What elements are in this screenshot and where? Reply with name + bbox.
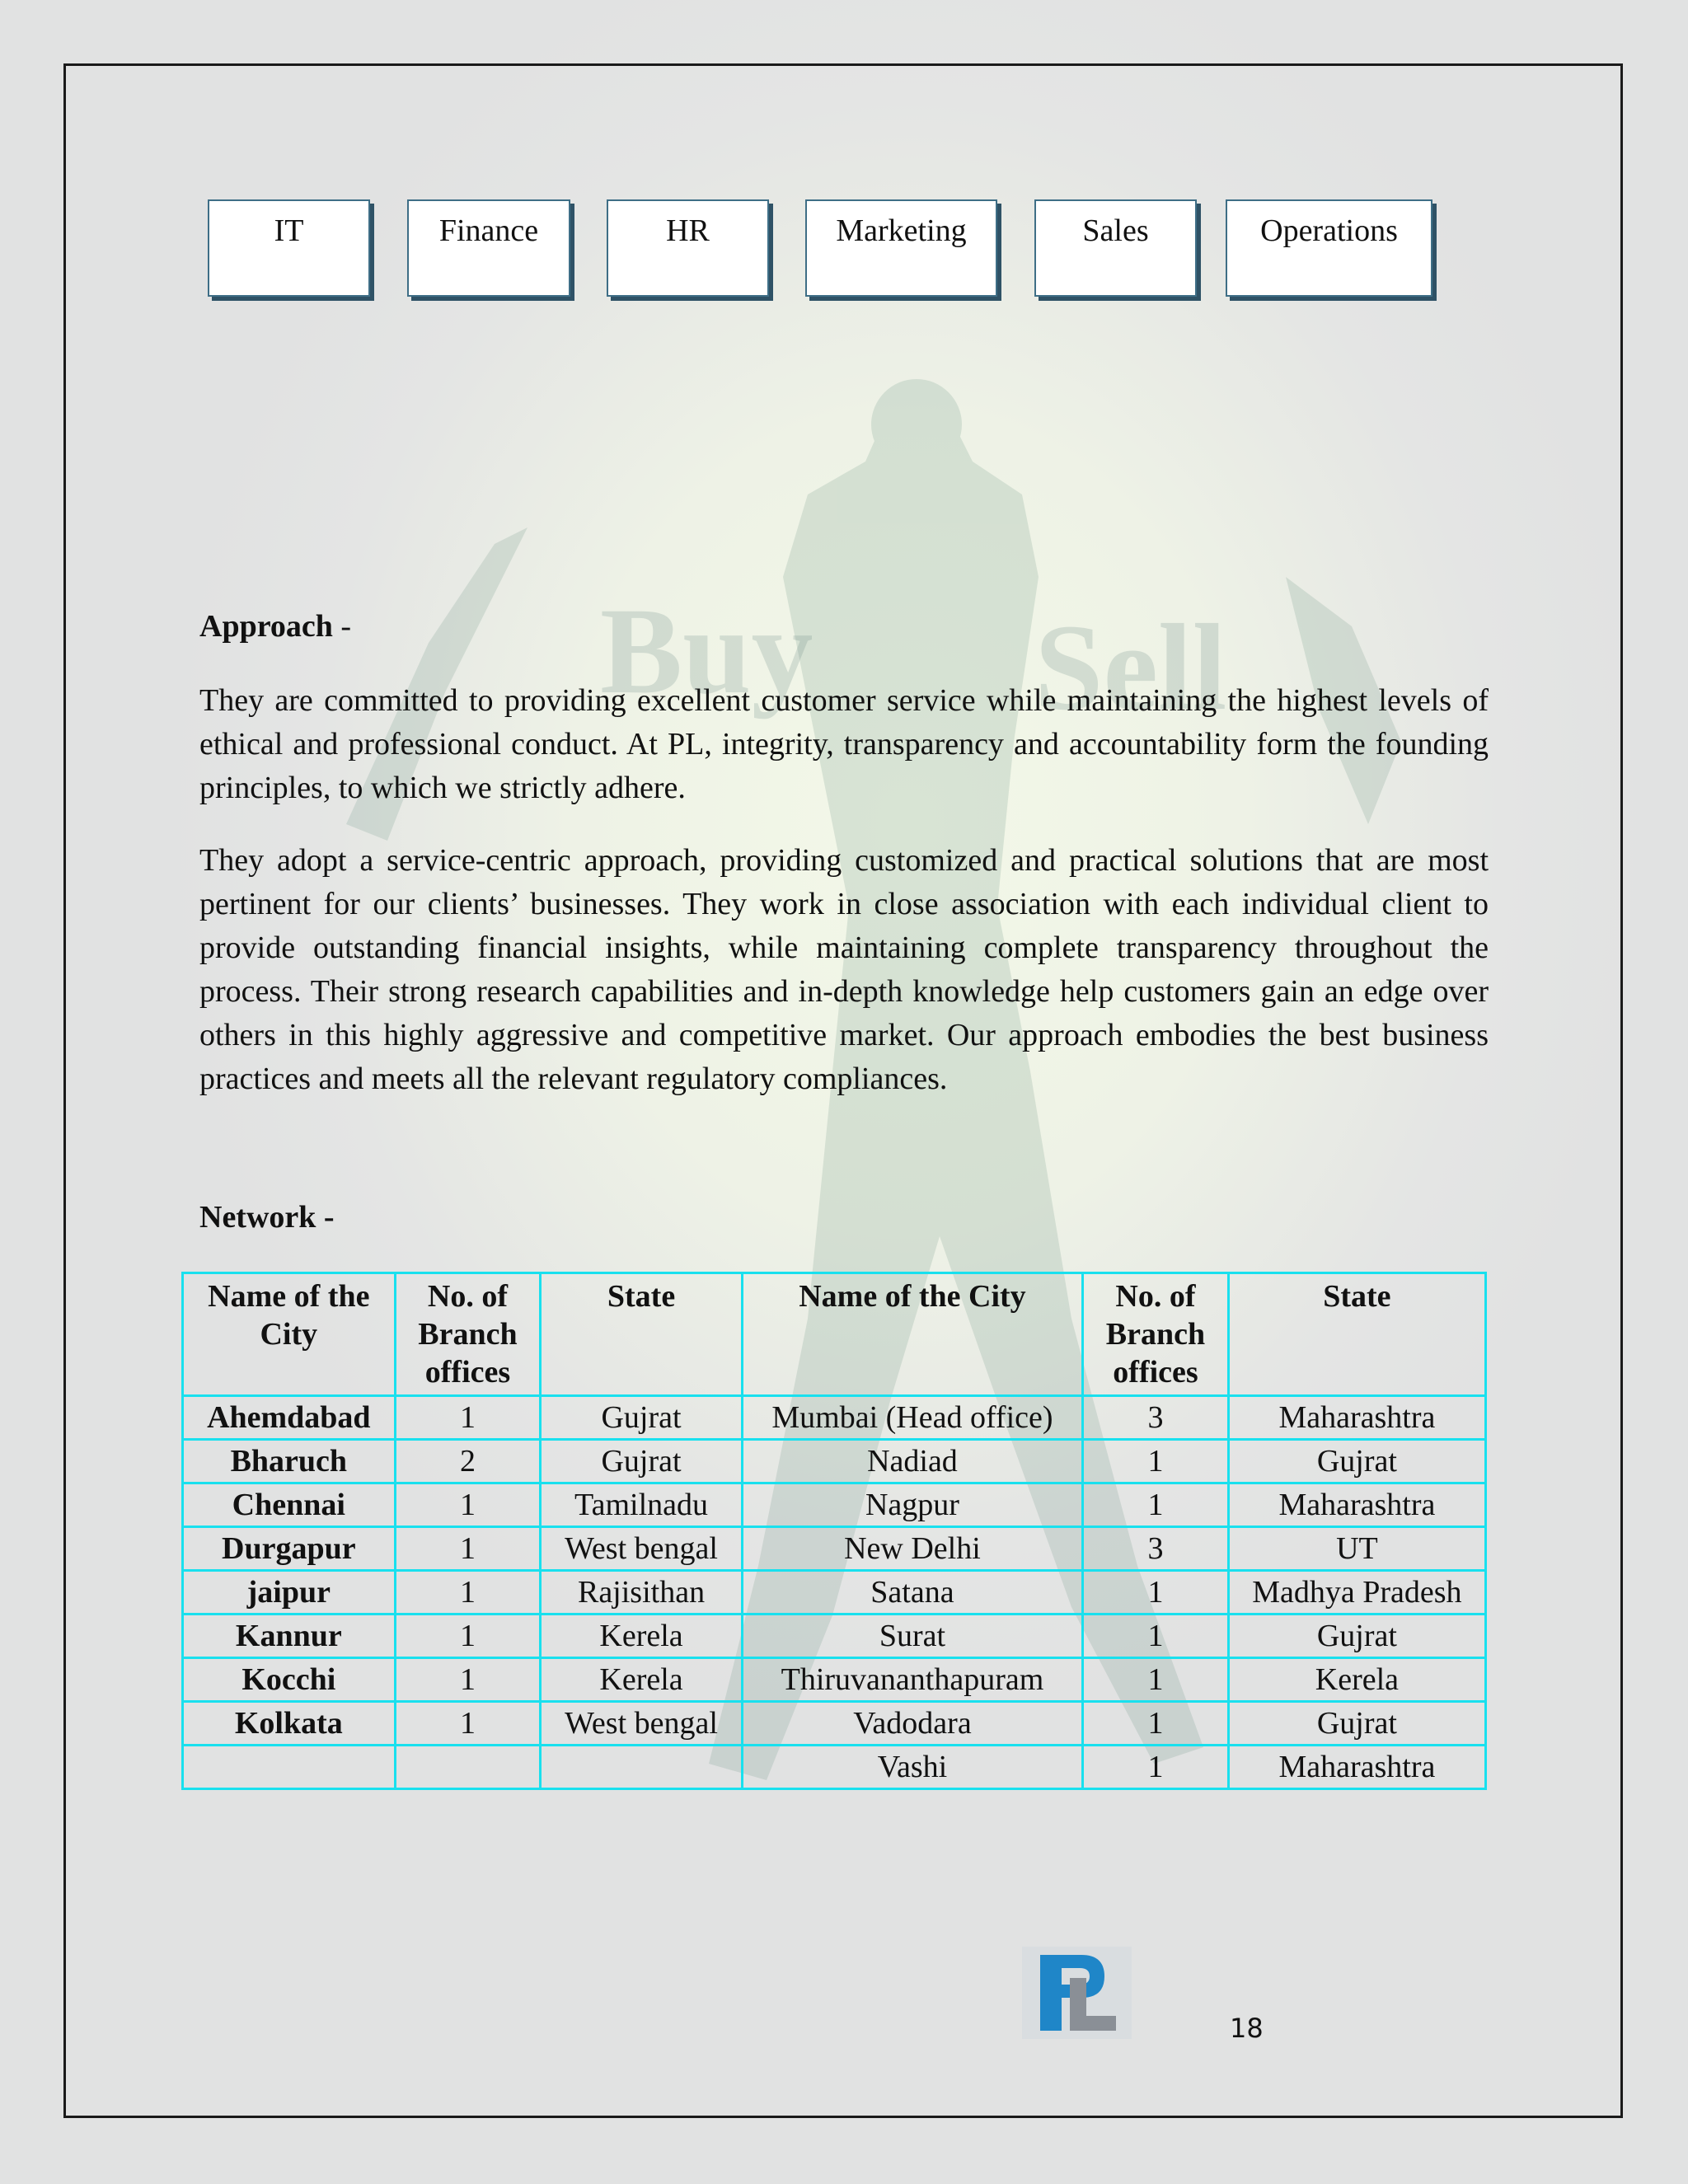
table-cell: 1 <box>1083 1658 1229 1702</box>
table-cell <box>395 1746 541 1789</box>
table-cell: 1 <box>1083 1440 1229 1483</box>
approach-dash: - <box>340 609 352 644</box>
table-cell: Kocchi <box>183 1658 396 1702</box>
table-cell: 1 <box>1083 1571 1229 1615</box>
header-state-right: State <box>1228 1273 1485 1396</box>
table-cell: Vashi <box>742 1746 1082 1789</box>
header-branches-left: No. of Branch offices <box>395 1273 541 1396</box>
page-number: 18 <box>1230 2013 1264 2044</box>
table-cell: Bharuch <box>183 1440 396 1483</box>
table-cell: Gujrat <box>1228 1440 1485 1483</box>
table-cell: 1 <box>395 1658 541 1702</box>
table-cell: Kolkata <box>183 1702 396 1746</box>
department-box-finance: Finance <box>407 199 570 297</box>
approach-heading <box>199 608 351 644</box>
table-cell: 1 <box>395 1483 541 1527</box>
approach-title: Approach <box>199 609 333 644</box>
table-cell: 1 <box>1083 1746 1229 1789</box>
svg-text:Buy: Buy <box>600 583 814 719</box>
department-box-sales: Sales <box>1034 199 1197 297</box>
table-cell: Maharashtra <box>1228 1746 1485 1789</box>
table-cell: Mumbai (Head office) <box>742 1396 1082 1440</box>
header-city-right: Name of the City <box>742 1273 1082 1396</box>
table-cell: 3 <box>1083 1527 1229 1571</box>
department-box-marketing: Marketing <box>805 199 997 297</box>
table-cell: Kerela <box>1228 1658 1485 1702</box>
network-table <box>181 1272 1487 1790</box>
table-row <box>183 1571 1486 1615</box>
table-cell: Maharashtra <box>1228 1396 1485 1440</box>
approach-paragraph-2: They adopt a service-centric approach, providing customized and practical solutions that are most pertinent for our clients’ businesses. They work in close association with each individual client to provide outstanding financial insights, while maintaining complete transparency throughout the process. Their strong research capabilities and in-depth knowledge help customers gain an edge over others in this highly aggressive and competitive market. Our approach embodies the best business practices and meets all the relevant regulatory compliances. <box>199 843 1489 1096</box>
table-cell: Gujrat <box>541 1396 742 1440</box>
table-cell: UT <box>1228 1527 1485 1571</box>
table-cell: 1 <box>395 1615 541 1658</box>
table-cell: Gujrat <box>1228 1615 1485 1658</box>
table-cell <box>183 1746 396 1789</box>
table-cell <box>541 1746 742 1789</box>
table-cell: Surat <box>742 1615 1082 1658</box>
table-cell: Ahemdabad <box>183 1396 396 1440</box>
table-cell: West bengal <box>541 1702 742 1746</box>
table-cell: Nadiad <box>742 1440 1082 1483</box>
table-cell: 2 <box>395 1440 541 1483</box>
table-cell: 1 <box>1083 1615 1229 1658</box>
table-row <box>183 1658 1486 1702</box>
network-table-header-row <box>183 1273 1486 1396</box>
table-cell: jaipur <box>183 1571 396 1615</box>
table-cell: 3 <box>1083 1396 1229 1440</box>
approach-paragraph-1: They are committed to providing excellent customer service while maintaining the highest levels of ethical and professional conduct. At PL, integrity, transparency and accountability form the founding principles, to which we strictly adhere. <box>199 683 1489 805</box>
table-cell: Nagpur <box>742 1483 1082 1527</box>
table-cell: 1 <box>395 1527 541 1571</box>
header-city-left: Name of the City <box>183 1273 396 1396</box>
table-cell: Rajisithan <box>541 1571 742 1615</box>
pl-logo <box>1022 1947 1132 2039</box>
table-cell: 1 <box>395 1702 541 1746</box>
department-box-hr: HR <box>607 199 769 297</box>
header-state-left: State <box>541 1273 742 1396</box>
table-cell: Tamilnadu <box>541 1483 742 1527</box>
table-cell: Chennai <box>183 1483 396 1527</box>
table-row <box>183 1746 1486 1789</box>
table-cell: Durgapur <box>183 1527 396 1571</box>
table-cell: Madhya Pradesh <box>1228 1571 1485 1615</box>
department-box-it: IT <box>208 199 370 297</box>
network-heading: Network - <box>199 1200 335 1235</box>
table-row <box>183 1615 1486 1658</box>
table-cell: Kerela <box>541 1658 742 1702</box>
table-row <box>183 1396 1486 1440</box>
table-cell: 1 <box>395 1571 541 1615</box>
table-row <box>183 1702 1486 1746</box>
table-cell: Kerela <box>541 1615 742 1658</box>
table-cell: Gujrat <box>541 1440 742 1483</box>
table-cell: Gujrat <box>1228 1702 1485 1746</box>
table-cell: Thiruvananthapuram <box>742 1658 1082 1702</box>
header-branches-right: No. of Branch offices <box>1083 1273 1229 1396</box>
department-box-operations: Operations <box>1226 199 1432 297</box>
table-cell: West bengal <box>541 1527 742 1571</box>
table-cell: Maharashtra <box>1228 1483 1485 1527</box>
table-cell: New Delhi <box>742 1527 1082 1571</box>
table-cell: 1 <box>1083 1702 1229 1746</box>
table-row <box>183 1440 1486 1483</box>
table-cell: 1 <box>395 1396 541 1440</box>
table-cell: 1 <box>1083 1483 1229 1527</box>
svg-text:Sell: Sell <box>1034 599 1227 736</box>
table-cell: Satana <box>742 1571 1082 1615</box>
table-row <box>183 1527 1486 1571</box>
table-row <box>183 1483 1486 1527</box>
table-cell: Kannur <box>183 1615 396 1658</box>
table-cell: Vadodara <box>742 1702 1082 1746</box>
